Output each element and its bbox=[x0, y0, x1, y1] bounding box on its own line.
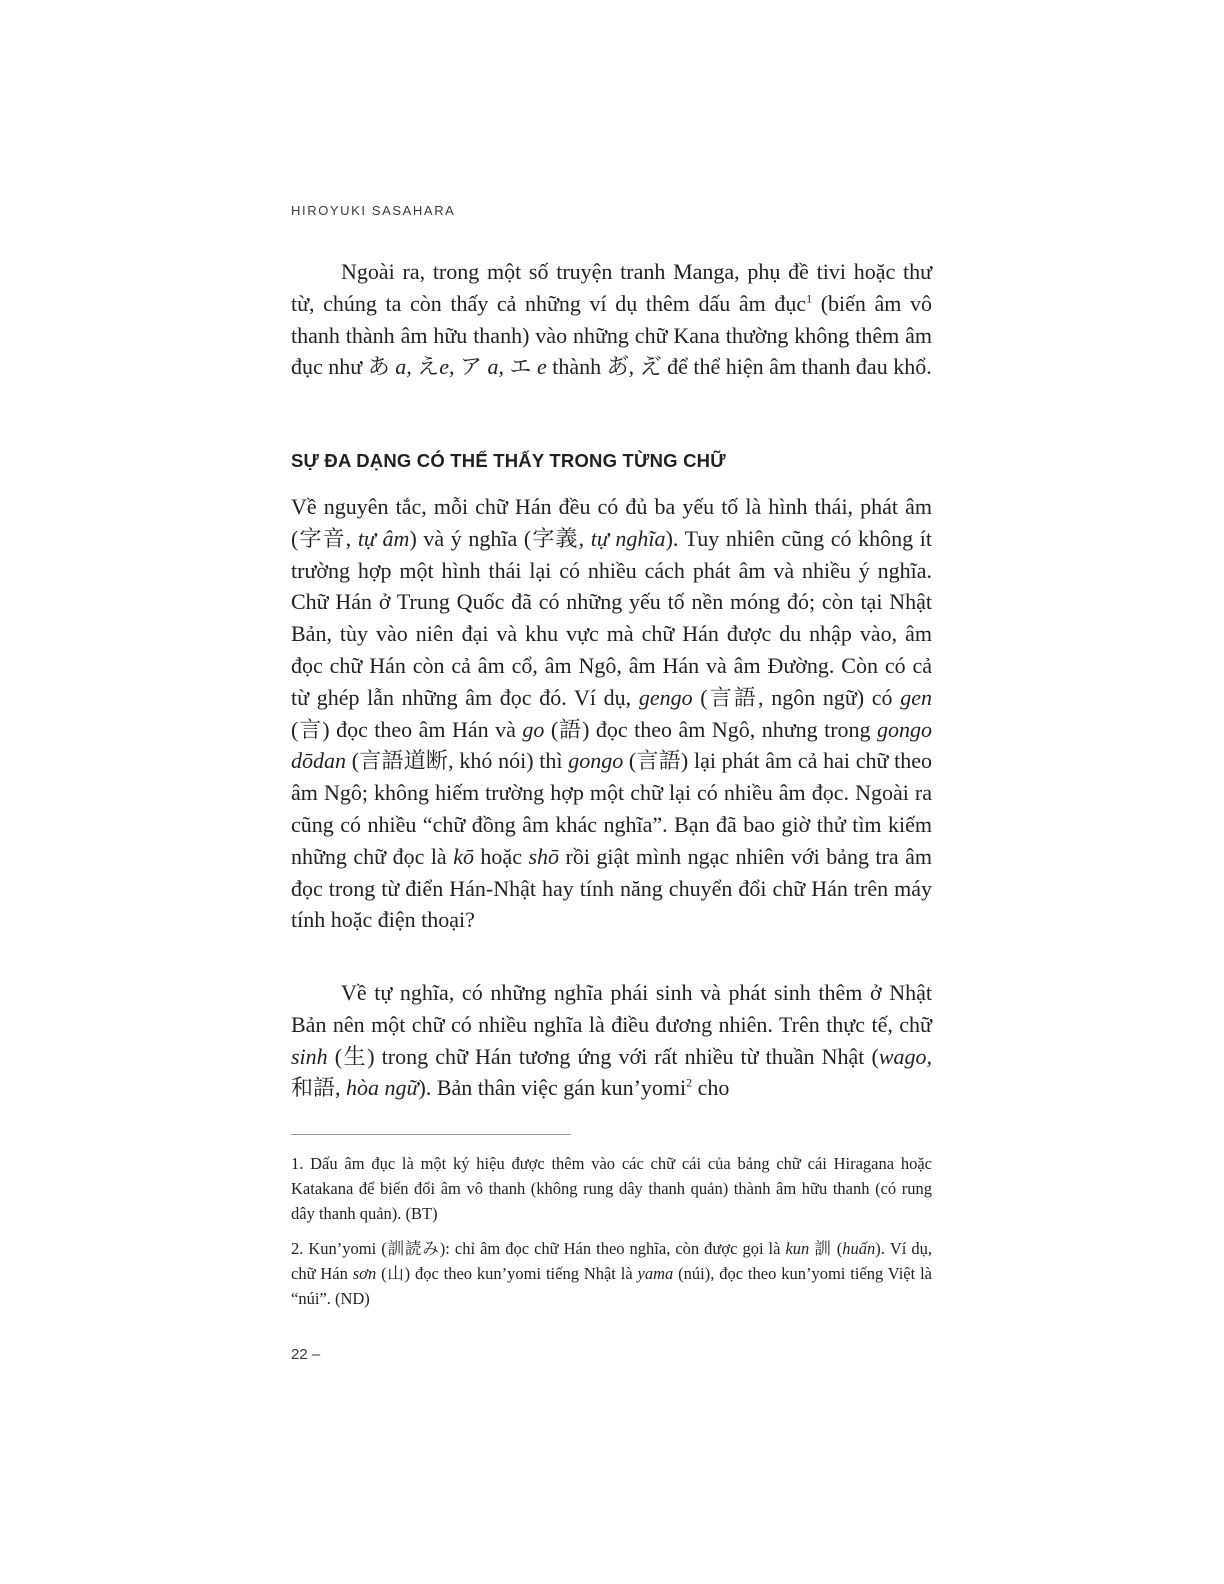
italic-term: gongo bbox=[568, 748, 624, 774]
italic-term: huấn bbox=[842, 1239, 876, 1258]
italic-term: a bbox=[395, 354, 407, 380]
body-paragraph-3 bbox=[291, 977, 932, 1104]
body-paragraph-1 bbox=[291, 256, 932, 383]
text-run: rồi giật mình ngạc nhiên với bảng tra âm đọc trong từ điển Hán-Nhật hay tính năng chuyển đổi chữ Hán trên máy tính hoặc điện thoại? bbox=[291, 843, 932, 933]
italic-term: sơn bbox=[352, 1264, 377, 1283]
body-paragraph-2 bbox=[291, 491, 932, 936]
italic-term: a bbox=[487, 354, 499, 380]
italic-term: wago, bbox=[878, 1043, 932, 1069]
italic-term: gongo dōdan bbox=[291, 716, 932, 774]
text-run: , え bbox=[406, 354, 440, 380]
footnote-2 bbox=[291, 1236, 932, 1311]
text-run: ). Ví dụ, chữ Hán bbox=[291, 1239, 932, 1283]
text-run: 訓 ( bbox=[809, 1239, 843, 1258]
text-run: ). Bản thân việc gán kun’yomi bbox=[418, 1075, 687, 1101]
italic-term: e bbox=[439, 354, 449, 380]
footnote-1 bbox=[291, 1151, 932, 1226]
italic-term: hòa ngữ bbox=[346, 1075, 419, 1101]
running-head: HIROYUKI SASAHARA bbox=[291, 203, 456, 218]
text-run: 1. Dấu âm đục là một ký hiệu được thêm vào các chữ cái của bảng chữ cái Hiragana hoặc Katakana để biến đổi âm vô thanh (không rung dây thanh quản) thành âm hữu thanh (có rung dây thanh quản). (BT) bbox=[291, 1154, 932, 1223]
italic-term: shō bbox=[528, 843, 560, 869]
text-run: (言語道断, khó nói) thì bbox=[346, 748, 569, 774]
italic-term: kō bbox=[453, 843, 474, 869]
text-run: (山) đọc theo kun’yomi tiếng Nhật là bbox=[376, 1264, 638, 1283]
footnote-ref: 2 bbox=[686, 1076, 693, 1091]
footnote-divider bbox=[291, 1134, 571, 1135]
text-run: Về nguyên tắc, mỗi chữ Hán đều có đủ ba yếu tố là hình thái, phát âm (字音, bbox=[291, 494, 932, 551]
text-run: cho bbox=[692, 1075, 730, 1101]
page-number: 22 – bbox=[291, 1346, 321, 1363]
section-heading: SỰ ĐA DẠNG CÓ THỂ THẤY TRONG TỪNG CHỮ bbox=[291, 450, 726, 471]
text-run: (言語, ngôn ngữ) có bbox=[692, 684, 901, 710]
paragraph-text bbox=[291, 491, 932, 936]
text-run: ) và ý nghĩa (字義, bbox=[409, 525, 591, 551]
paragraph-text bbox=[291, 977, 932, 1104]
italic-term: sinh bbox=[291, 1043, 328, 1069]
text-run: , ア bbox=[448, 354, 488, 380]
text-run: (núi), đọc theo kun’yomi tiếng Việt là “núi”. (ND) bbox=[291, 1264, 932, 1308]
italic-term: e bbox=[537, 354, 547, 380]
italic-term: kun bbox=[785, 1239, 810, 1258]
text-run: ). Tuy nhiên cũng có không ít trường hợp một hình thái lại có nhiều cách phát âm và nhiều ý nghĩa. Chữ Hán ở Trung Quốc đã có những yếu tố nền móng đó; còn tại Nhật Bản, tùy vào niên đại và khu vực mà chữ Hán được du nhập vào, âm đọc chữ Hán còn cả âm cổ, âm Ngô, âm Hán và âm Đường. Còn có cả từ ghép lẫn những âm đọc đó. Ví dụ, bbox=[291, 525, 933, 710]
text-run: (言語) lại phát âm cả hai chữ theo âm Ngô; không hiếm trường hợp một chữ lại có nhiều âm đọc. Ngoài ra cũng có nhiều “chữ đồng âm khác nghĩa”. Bạn đã bao giờ thử tìm kiếm những chữ đọc là bbox=[291, 748, 932, 869]
italic-term: gen bbox=[900, 684, 932, 710]
italic-term: gengo bbox=[638, 684, 693, 710]
footnote-ref: 1 bbox=[806, 291, 813, 306]
text-run: , エ bbox=[498, 354, 538, 380]
text-run: 和語, bbox=[291, 1075, 347, 1101]
text-run: (言) đọc theo âm Hán và bbox=[291, 716, 523, 742]
text-run: Ngoài ra, trong một số truyện tranh Manga, phụ đề tivi hoặc thư từ, chúng ta còn thấy cả những ví dụ thêm dấu âm đục bbox=[291, 259, 932, 316]
italic-term: go bbox=[522, 716, 545, 742]
paragraph-text bbox=[291, 256, 932, 383]
text-run: hoặc bbox=[473, 843, 529, 869]
footnote-text bbox=[291, 1151, 932, 1226]
text-run: (生) trong chữ Hán tương ứng với rất nhiều từ thuần Nhật ( bbox=[327, 1043, 879, 1069]
italic-term: yama bbox=[637, 1264, 674, 1283]
footnote-text bbox=[291, 1236, 932, 1311]
text-run: (biến âm vô thanh thành âm hữu thanh) vào những chữ Kana thường không thêm âm đục như あ bbox=[291, 290, 932, 380]
text-run: thành あ゙, え゙ để thể hiện âm thanh đau khổ. bbox=[546, 354, 932, 380]
italic-term: tự nghĩa bbox=[590, 525, 666, 551]
text-run: Về tự nghĩa, có những nghĩa phái sinh và phát sinh thêm ở Nhật Bản nên một chữ có nhiều nghĩa là điều đương nhiên. Trên thực tế, chữ bbox=[291, 980, 932, 1037]
italic-term: tự âm bbox=[357, 525, 410, 551]
text-run: (語) đọc theo âm Ngô, nhưng trong bbox=[544, 716, 877, 742]
text-run: 2. Kun’yomi (訓読み): chỉ âm đọc chữ Hán theo nghĩa, còn được gọi là bbox=[291, 1239, 786, 1258]
